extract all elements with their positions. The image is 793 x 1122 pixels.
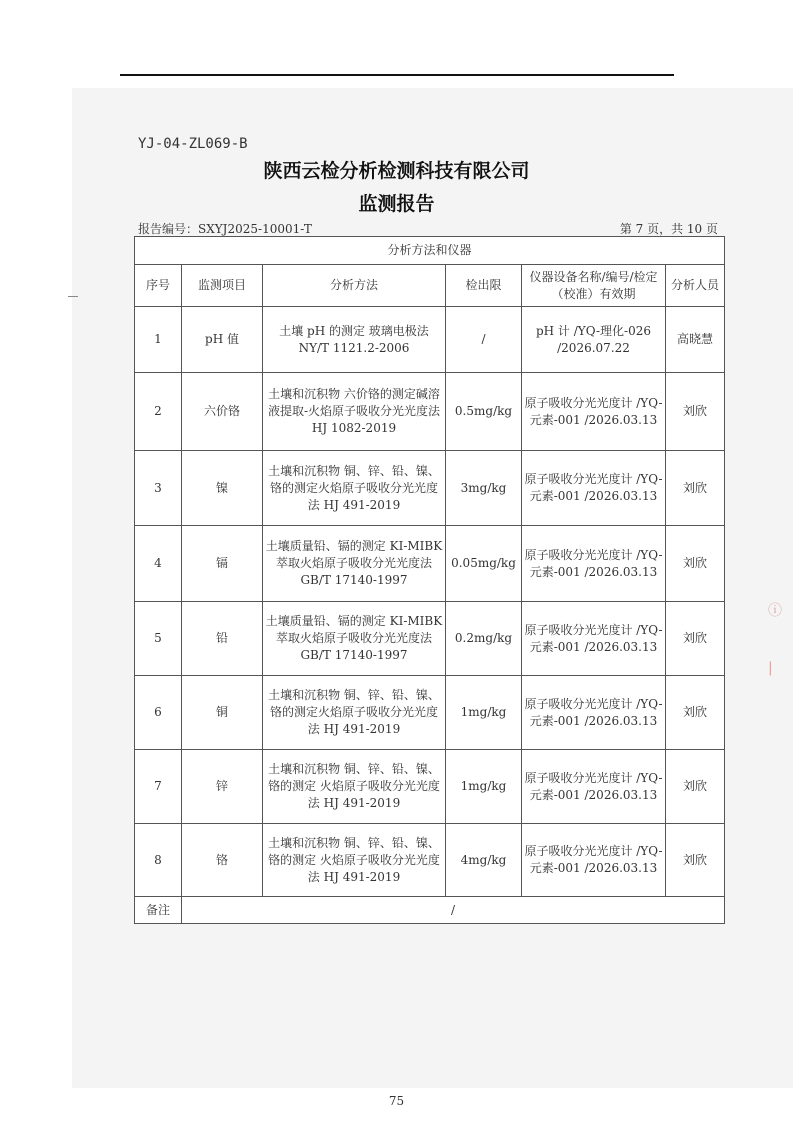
cell-limit: 4mg/kg [446, 824, 522, 897]
cell-method: 土壤质量铅、镉的测定 KI-MIBK 萃取火焰原子吸收分光光度法 GB/T 17140-1997 [263, 602, 446, 676]
cell-item: 六价铬 [182, 373, 263, 451]
cell-method: 土壤和沉积物 铜、锌、铅、镍、铬的测定 火焰原子吸收分光光度法 HJ 491-2019 [263, 824, 446, 897]
cell-method: 土壤 pH 的测定 玻璃电极法 NY/T 1121.2-2006 [263, 307, 446, 373]
table-row [135, 373, 725, 451]
cell-limit: 1mg/kg [446, 676, 522, 750]
methods-table [134, 236, 725, 924]
cell-item: 锌 [182, 750, 263, 824]
table-row [135, 824, 725, 897]
cell-instrument: 原子吸收分光光度计 /YQ-元素-001 /2026.03.13 [522, 526, 666, 602]
page-info: 第 7 页，共 10 页 [619, 222, 718, 236]
seal-fragment-1: ⓘ [768, 603, 782, 619]
page-number: 75 [388, 1094, 405, 1108]
cell-seq: 3 [135, 451, 182, 526]
cell-item: 镉 [182, 526, 263, 602]
cell-method: 土壤和沉积物 铜、锌、铅、镍、铬的测定火焰原子吸收分光光度法 HJ 491-2019 [263, 676, 446, 750]
cell-limit: 0.05mg/kg [446, 526, 522, 602]
cell-instrument: 原子吸收分光光度计 /YQ-元素-001 /2026.03.13 [522, 451, 666, 526]
cell-instrument: 原子吸收分光光度计 /YQ-元素-001 /2026.03.13 [522, 750, 666, 824]
table-row [135, 526, 725, 602]
cell-item: 铜 [182, 676, 263, 750]
report-number: 报告编号：SXYJ2025-10001-T [138, 222, 312, 236]
cell-seq: 4 [135, 526, 182, 602]
cell-instrument: 原子吸收分光光度计 /YQ-元素-001 /2026.03.13 [522, 676, 666, 750]
header-analyst: 分析人员 [666, 265, 725, 307]
cell-seq: 6 [135, 676, 182, 750]
cell-instrument: 原子吸收分光光度计 /YQ-元素-001 /2026.03.13 [522, 373, 666, 451]
cell-analyst: 刘欣 [666, 824, 725, 897]
cell-item: 铅 [182, 602, 263, 676]
cell-instrument: 原子吸收分光光度计 /YQ-元素-001 /2026.03.13 [522, 602, 666, 676]
cell-instrument: pH 计 /YQ-理化-026 /2026.07.22 [522, 307, 666, 373]
cell-analyst: 刘欣 [666, 750, 725, 824]
header-row [135, 265, 725, 307]
cell-item: pH 值 [182, 307, 263, 373]
cell-seq: 8 [135, 824, 182, 897]
header-method: 分析方法 [263, 265, 446, 307]
cell-item: 铬 [182, 824, 263, 897]
cell-analyst: 刘欣 [666, 373, 725, 451]
cell-analyst: 刘欣 [666, 451, 725, 526]
cell-method: 土壤和沉积物 铜、锌、铅、镍、铬的测定 火焰原子吸收分光光度法 HJ 491-2019 [263, 750, 446, 824]
table-row [135, 750, 725, 824]
cell-limit: 1mg/kg [446, 750, 522, 824]
table-row [135, 602, 725, 676]
remark-row [135, 897, 725, 924]
document-code: YJ-04-ZL069-B [138, 136, 248, 152]
cell-method: 土壤质量铅、镉的测定 KI-MIBK 萃取火焰原子吸收分光光度法 GB/T 17140-1997 [263, 526, 446, 602]
table-row [135, 676, 725, 750]
cell-instrument: 原子吸收分光光度计 /YQ-元素-001 /2026.03.13 [522, 824, 666, 897]
cell-limit: 0.5mg/kg [446, 373, 522, 451]
cell-analyst: 刘欣 [666, 676, 725, 750]
cell-analyst: 高晓慧 [666, 307, 725, 373]
header-limit: 检出限 [446, 265, 522, 307]
cell-seq: 7 [135, 750, 182, 824]
report-title: 监测报告 [358, 193, 435, 215]
section-title: 分析方法和仪器 [135, 237, 725, 265]
table-row [135, 451, 725, 526]
table-row [135, 307, 725, 373]
remark-label: 备注 [135, 897, 182, 924]
cell-seq: 2 [135, 373, 182, 451]
cell-limit: / [446, 307, 522, 373]
header-item: 监测项目 [182, 265, 263, 307]
seal-fragment-2: | [768, 660, 773, 676]
margin-mark [68, 296, 78, 297]
company-name: 陕西云检分析检测科技有限公司 [263, 160, 530, 182]
cell-limit: 0.2mg/kg [446, 602, 522, 676]
cell-analyst: 刘欣 [666, 526, 725, 602]
cell-method: 土壤和沉积物 六价铬的测定碱溶液提取-火焰原子吸收分光光度法 HJ 1082-2019 [263, 373, 446, 451]
cell-method: 土壤和沉积物 铜、锌、铅、镍、铬的测定火焰原子吸收分光光度法 HJ 491-2019 [263, 451, 446, 526]
cell-limit: 3mg/kg [446, 451, 522, 526]
top-rule [120, 74, 674, 76]
cell-analyst: 刘欣 [666, 602, 725, 676]
header-seq: 序号 [135, 265, 182, 307]
cell-seq: 5 [135, 602, 182, 676]
header-instrument: 仪器设备名称/编号/检定（校准）有效期 [522, 265, 666, 307]
remark-value: / [182, 897, 725, 924]
cell-item: 镍 [182, 451, 263, 526]
cell-seq: 1 [135, 307, 182, 373]
